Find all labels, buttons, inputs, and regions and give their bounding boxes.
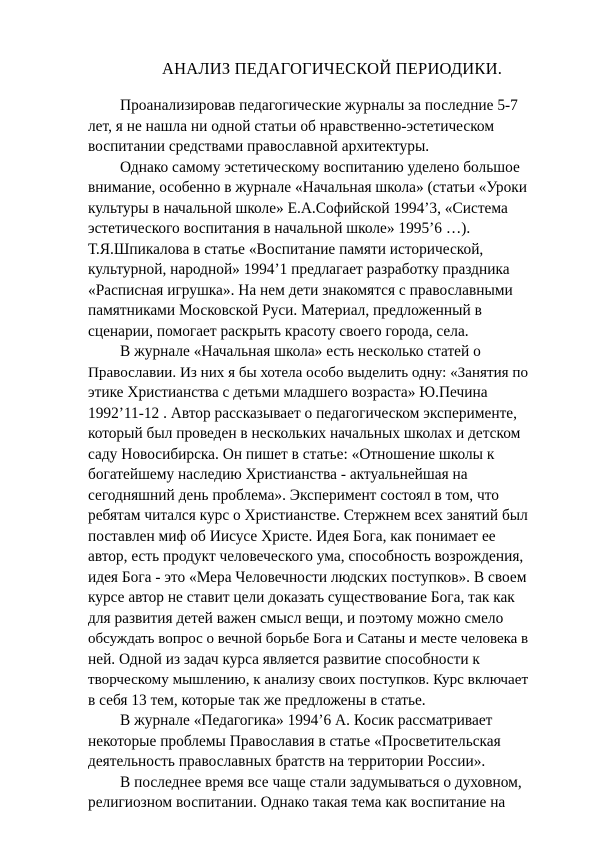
text-line: культурной, народной» 1994’1 предлагает разработку праздника	[88, 261, 510, 278]
text-line: поставлен миф об Иисусе Христе. Идея Бога, как понимает ее	[88, 527, 496, 545]
text-line: идея Бога - это «Мера Человечности людских поступков». В своем	[88, 568, 527, 586]
document-body	[88, 96, 528, 814]
text-line: воспитании средствами православной архитектуры.	[88, 138, 430, 155]
text-line: Т.Я.Шпикалова в статье «Воспитание памяти исторической,	[88, 240, 484, 258]
text-line: Однако самому эстетическому воспитанию уделено большое	[120, 158, 520, 176]
text-line: Православии. Из них я бы хотела особо выделить одну: «Занятия по	[88, 364, 529, 381]
text-line: деятельность православных братств на территории России».	[88, 753, 486, 770]
document-title: АНАЛИЗ ПЕДАГОГИЧЕСКОЙ ПЕРИОДИКИ.	[162, 59, 503, 78]
text-line: эстетического воспитания в начальной школе» 1995’6 …).	[88, 220, 471, 237]
text-line: который был проведен в нескольких начальных школах и детском	[88, 425, 521, 442]
text-line: памятниками Московской Руси. Материал, предложенный в	[88, 302, 482, 319]
text-line: в себя 13 тем, которые так же предложены в статье.	[88, 691, 426, 709]
text-line: этике Христианства с детьми младшего возраста» Ю.Печина	[88, 384, 488, 401]
text-line: курсе автор не ставит цели доказать существование Бога, так как	[88, 589, 515, 606]
text-line: культуры в начальной школе» Е.А.Софийской 1994’3, «Система	[88, 199, 508, 217]
text-line: В журнале «Педагогика» 1994’6 А. Косик рассматривает	[120, 712, 493, 729]
text-line: ней. Одной из задач курса является развитие способности к	[88, 650, 480, 668]
text-line: обсуждать вопрос о вечной борьбе Бога и Сатаны и месте человека в	[88, 631, 529, 647]
text-line: 1992’11-12 . Автор рассказывает о педагогическом эксперименте,	[88, 404, 517, 422]
text-line: «Расписная игрушка». На нем дети знакомятся с православными	[88, 281, 513, 299]
text-line: религиозном воспитании. Однако такая тема как воспитание на	[88, 794, 506, 811]
text-line: сценарии, помогает раскрыть красоту своего города, села.	[88, 322, 469, 340]
text-line: внимание, особенно в журнале «Начальная школа» (статьи «Уроки	[88, 179, 527, 196]
text-line: богатейшему наследию Христианства - актуальнейшая на	[88, 466, 468, 483]
text-line: автор, есть продукт человеческого ума, способность возрождения,	[88, 548, 524, 565]
text-line: сегодняшний день проблема». Эксперимент состоял в том, что	[88, 486, 499, 504]
text-line: для развития детей важен смысл вещи, и поэтому можно смело	[88, 609, 504, 627]
text-line: ребятам читался курс о Христианстве. Стержнем всех занятий был	[88, 507, 528, 524]
text-line: творческому мышлению, к анализу своих поступков. Курс включает	[88, 672, 529, 688]
text-line: саду Новосибирска. Он пишет в статье: «Отношение школы к	[88, 445, 495, 463]
text-line: лет, я не нашла ни одной статьи об нравственно-эстетическом	[88, 117, 495, 135]
text-line: некоторые проблемы Православия в статье «Просветительская	[88, 732, 501, 750]
text-line: В последнее время все чаще стали задумываться о духовном,	[120, 773, 522, 791]
text-line: В журнале «Начальная школа» есть несколько статей о	[120, 343, 481, 360]
text-line: Проанализировав педагогические журналы за последние 5-7	[120, 97, 518, 114]
